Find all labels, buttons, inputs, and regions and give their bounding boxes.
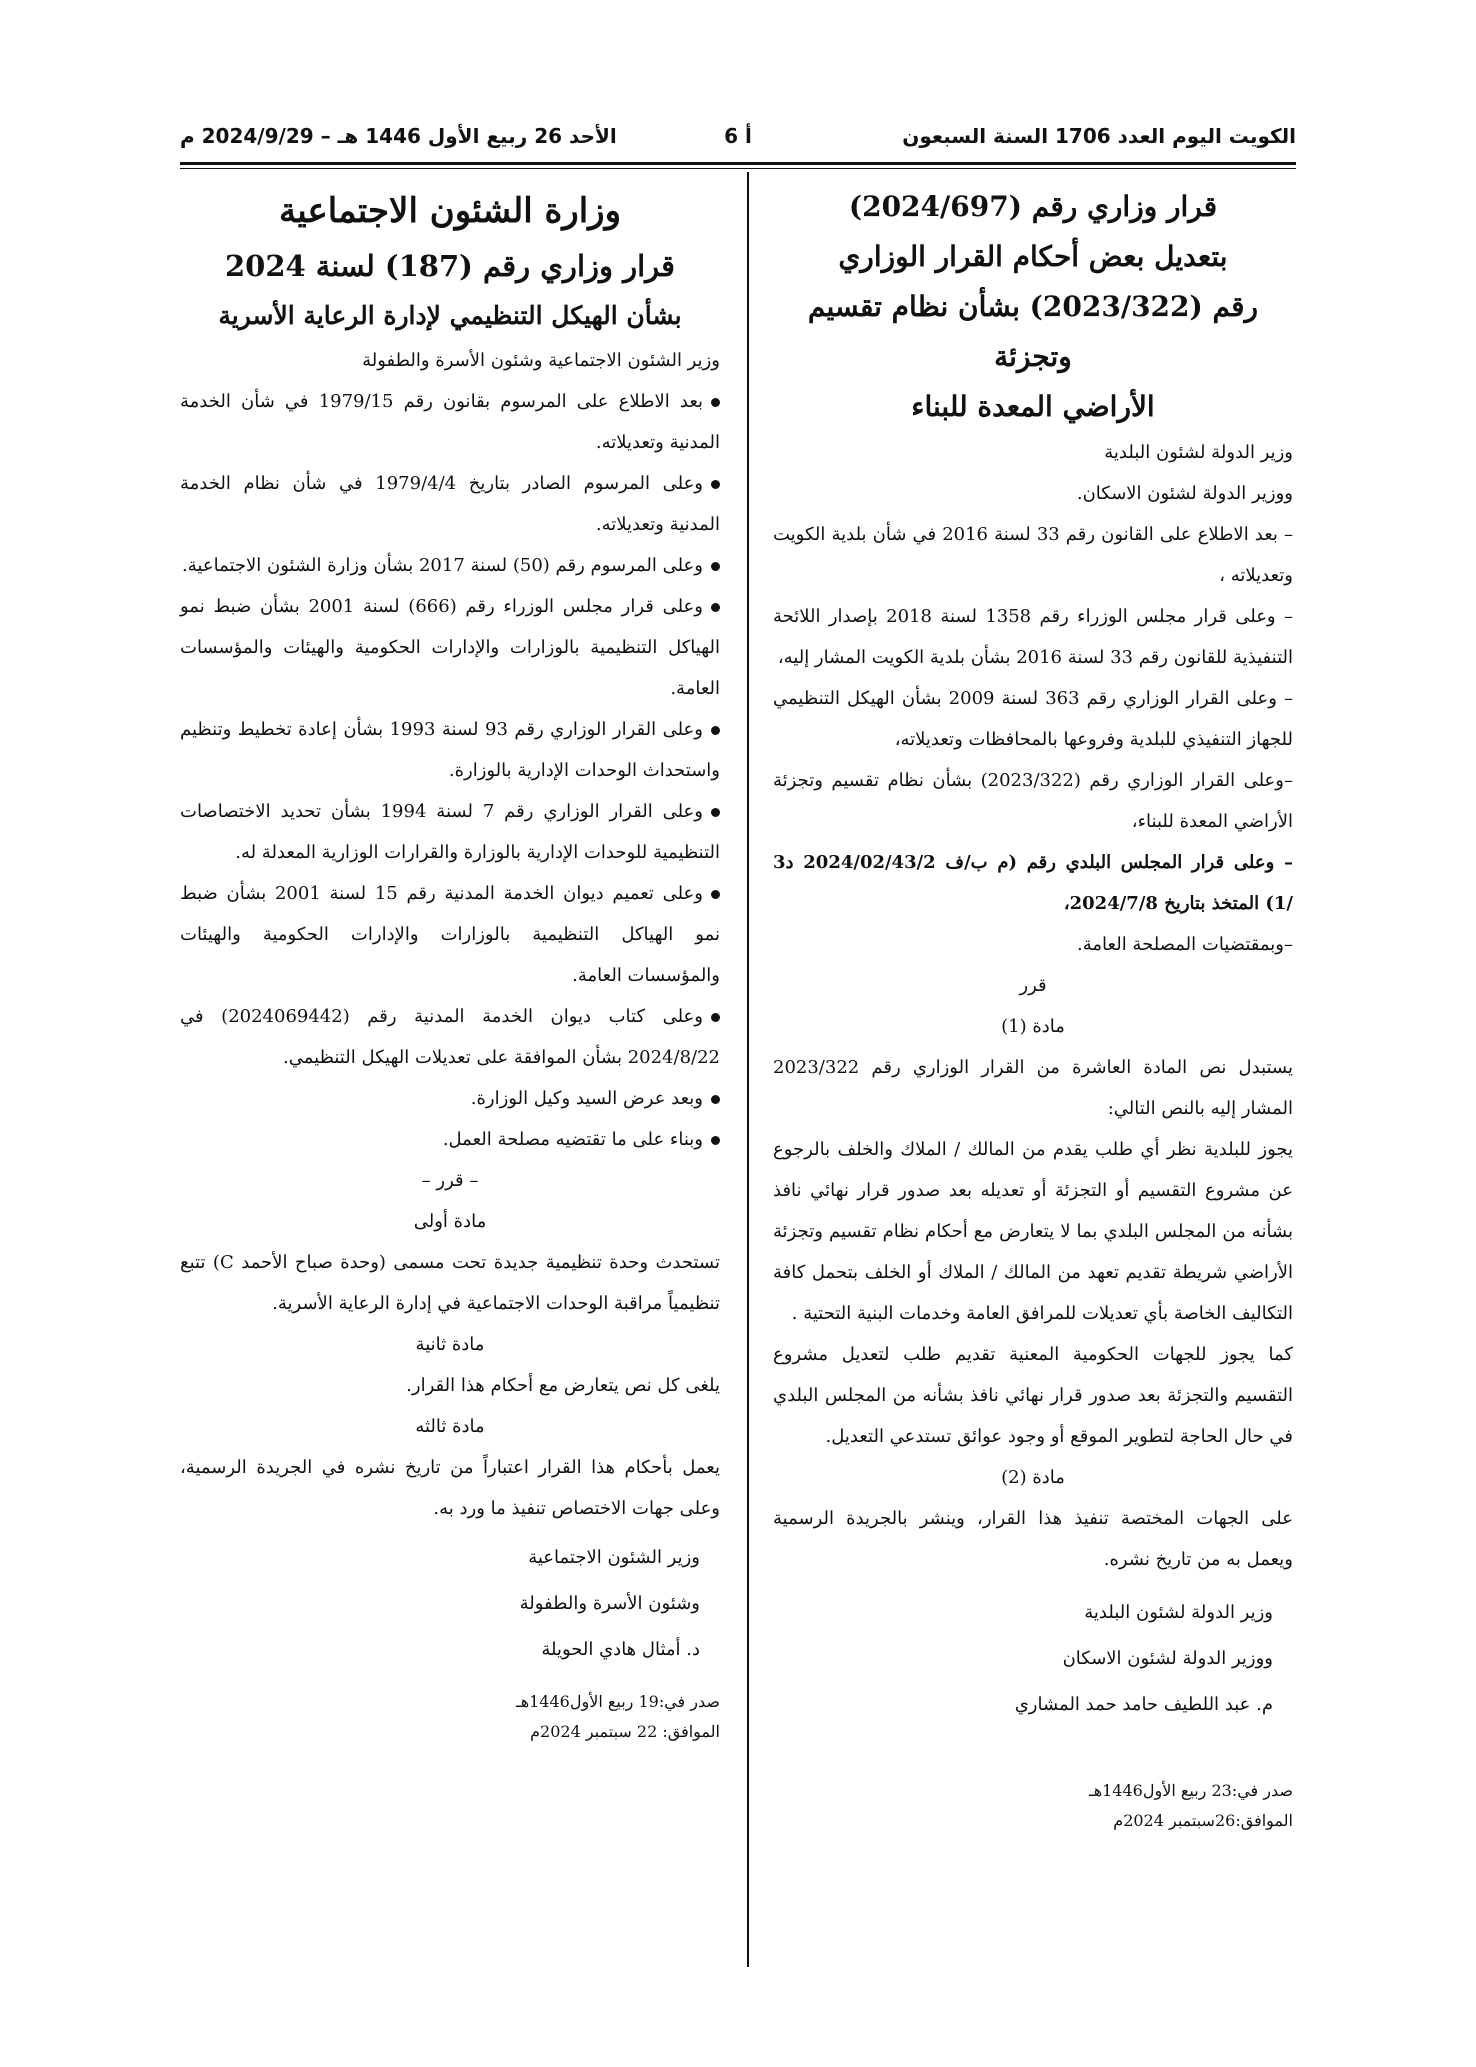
decision-title-line: بتعديل بعض أحكام القرار الوزاري <box>838 240 1228 273</box>
decision-title-line: الأراضي المعدة للبناء <box>911 390 1155 423</box>
bullet-icon <box>711 726 720 735</box>
preamble-item: وعلى المرسوم الصادر بتاريخ 1979/4/4 في شأن نظام الخدمة المدنية وتعديلاته. <box>180 473 720 535</box>
signature-line: ووزير الدولة لشئون الاسكان <box>1062 1648 1273 1669</box>
right-column <box>773 182 1293 1836</box>
issuer-line: وزير الشئون الاجتماعية وشئون الأسرة والطفولة <box>362 350 720 371</box>
preamble-item: – وعلى قرار مجلس الوزراء رقم 1358 لسنة 2018 بإصدار اللائحة التنفيذية للقانون رقم 33 لسنة 2016 بشأن بلدية الكويت المشار إليه، <box>773 606 1293 668</box>
article-text: يجوز للبلدية نظر أي طلب يقدم من المالك / الملاك والخلف بالرجوع عن مشروع التقسيم أو التجزئة أو تعديله بعد صدور قرار نهائي نافذ بشأنه من المجلس البلدي بما لا يتعارض مع أحكام نظام تقسيم وتجزئة الأراضي شريطة تقديم تعهد من المالك / الملاك أو الخلف بتحمل كافة التكاليف الخاصة بأي تعديلات للمرافق العامة وخدمات البنية التحتية . <box>773 1139 1293 1324</box>
gazette-date: الأحد 26 ربيع الأول 1446 هـ – 2024/9/29 م <box>180 124 617 148</box>
article-text: كما يجوز للجهات الحكومية المعنية تقديم طلب لتعديل مشروع التقسيم والتجزئة بعد صدور قرار نهائي نافذ بشأنه من المجلس البلدي في حال الحاجة لتطوير الموقع أو وجود عوائق تستدعي التعديل. <box>773 1344 1293 1447</box>
decision-title-line: رقم (2023/322) بشأن نظام تقسيم وتجزئة <box>807 290 1259 373</box>
header-rule <box>180 162 1296 165</box>
column-divider <box>747 172 749 1967</box>
preamble-item: وعلى المرسوم رقم (50) لسنة 2017 بشأن وزارة الشئون الاجتماعية. <box>180 545 720 586</box>
preamble-item: بعد الاطلاع على المرسوم بقانون رقم 1979/15 في شأن الخدمة المدنية وتعديلاته. <box>180 391 720 453</box>
preamble-item: وعلى كتاب ديوان الخدمة المدنية رقم (2024069442) في 2024/8/22 بشأن الموافقة على تعديلات الهيكل التنظيمي. <box>180 1006 720 1068</box>
preamble-item: – بعد الاطلاع على القانون رقم 33 لسنة 2016 في شأن بلدية الكويت وتعديلاته ، <box>773 524 1293 586</box>
decision-title: قرار وزاري رقم (2024/697) <box>848 190 1218 223</box>
signature-line: وشئون الأسرة والطفولة <box>519 1593 700 1614</box>
left-column <box>180 182 720 1747</box>
issued-date: صدر في:19 ربيع الأول1446هـ <box>516 1692 720 1711</box>
bullet-icon <box>711 603 720 612</box>
preamble-item: وعلى قرار مجلس الوزراء رقم (666) لسنة 2001 بشأن ضبط نمو الهياكل التنظيمية بالوزارات والإدارات الحكومية والهيئات والمؤسسات العامة. <box>180 596 720 699</box>
preamble-item: وعلى تعميم ديوان الخدمة المدنية رقم 15 لسنة 2001 بشأن ضبط نمو الهياكل التنظيمية بالوزارات والإدارات الحكومية والهيئات والمؤسسات العامة. <box>180 883 720 986</box>
article-text: يستبدل نص المادة العاشرة من القرار الوزاري رقم 2023/322 المشار إليه بالنص التالي: <box>773 1057 1293 1119</box>
bullet-icon <box>711 1136 720 1145</box>
signature-line: وزير الشئون الاجتماعية <box>528 1547 700 1568</box>
bullet-icon <box>711 1013 720 1022</box>
article-text: تستحدث وحدة تنظيمية جديدة تحت مسمى (وحدة صباح الأحمد C) تتبع تنظيمياً مراقبة الوحدات الاجتماعية في إدارة الرعاية الأسرية. <box>180 1252 720 1314</box>
preamble-item: – وعلى القرار الوزاري رقم 363 لسنة 2009 بشأن الهيكل التنظيمي للجهاز التنفيذي للبلدية وفروعها بالمحافظات وتعديلاته، <box>773 688 1293 750</box>
issuer-line: وزير الدولة لشئون البلدية <box>1104 442 1293 463</box>
decision-subject: بشأن الهيكل التنظيمي لإدارة الرعاية الأسرية <box>218 301 682 330</box>
article-text: على الجهات المختصة تنفيذ هذا القرار، وينشر بالجريدة الرسمية ويعمل به من تاريخ نشره. <box>773 1508 1293 1570</box>
article-title: مادة ثانية <box>415 1334 485 1355</box>
preamble-item: وعلى القرار الوزاري رقم 93 لسنة 1993 بشأن إعادة تخطيط وتنظيم واستحداث الوحدات الإدارية بالوزارة. <box>180 719 720 781</box>
preamble-item: – وعلى قرار المجلس البلدي رقم (م ب/ف 2024/02/43/2 د3 /1) المتخذ بتاريخ 2024/7/8، <box>773 852 1293 914</box>
preamble-item: –وبمقتضيات المصلحة العامة. <box>1077 934 1293 955</box>
header-rule-thin <box>180 168 1296 169</box>
bullet-icon <box>711 562 720 571</box>
decision-title: قرار وزاري رقم (187) لسنة 2024 <box>224 249 676 283</box>
bullet-icon <box>711 398 720 407</box>
signatory-name: م. عبد اللطيف حامد حمد المشاري <box>1014 1694 1273 1715</box>
preamble-item: –وعلى القرار الوزاري رقم (2023/322) بشأن نظام تقسيم وتجزئة الأراضي المعدة للبناء، <box>773 770 1293 832</box>
page-header <box>180 118 1296 162</box>
preamble-item: وبناء على ما تقتضيه مصلحة العمل. <box>180 1119 720 1160</box>
page-number: أ 6 <box>724 124 752 148</box>
preamble-item: وبعد عرض السيد وكيل الوزارة. <box>180 1078 720 1119</box>
bullet-icon <box>711 1095 720 1104</box>
bullet-icon <box>711 890 720 899</box>
article-title: مادة ثالثه <box>415 1416 485 1437</box>
bullet-icon <box>711 808 720 817</box>
decided-heading: – قرر – <box>421 1170 479 1191</box>
signature-line: وزير الدولة لشئون البلدية <box>1084 1602 1273 1623</box>
article-title: مادة أولى <box>413 1211 487 1232</box>
signatory-name: د. أمثال هادي الحويلة <box>541 1639 700 1660</box>
article-text: يلغى كل نص يتعارض مع أحكام هذا القرار. <box>406 1375 720 1396</box>
gazette-issue-info: الكويت اليوم العدد 1706 السنة السبعون <box>902 124 1296 148</box>
ministry-title: وزارة الشئون الاجتماعية <box>278 191 622 231</box>
issuer-line: ووزير الدولة لشئون الاسكان. <box>1076 483 1293 504</box>
article-text: يعمل بأحكام هذا القرار اعتباراً من تاريخ نشره في الجريدة الرسمية، وعلى جهات الاختصاص تنفيذ ما ورد به. <box>180 1457 720 1519</box>
issued-date: صدر في:23 ربيع الأول1446هـ <box>1089 1781 1293 1800</box>
issued-date-gregorian: الموافق:26سبتمبر 2024م <box>1113 1811 1293 1830</box>
issued-date-gregorian: الموافق: 22 سبتمبر 2024م <box>530 1722 720 1741</box>
article-title: مادة (1) <box>1001 1016 1065 1037</box>
article-title: مادة (2) <box>1001 1467 1065 1488</box>
bullet-icon <box>711 480 720 489</box>
preamble-item: وعلى القرار الوزاري رقم 7 لسنة 1994 بشأن تحديد الاختصاصات التنظيمية للوحدات الإدارية بالوزارة والقرارات الوزارية المعدلة له. <box>180 801 720 863</box>
decided-heading: قرر <box>1019 975 1047 996</box>
